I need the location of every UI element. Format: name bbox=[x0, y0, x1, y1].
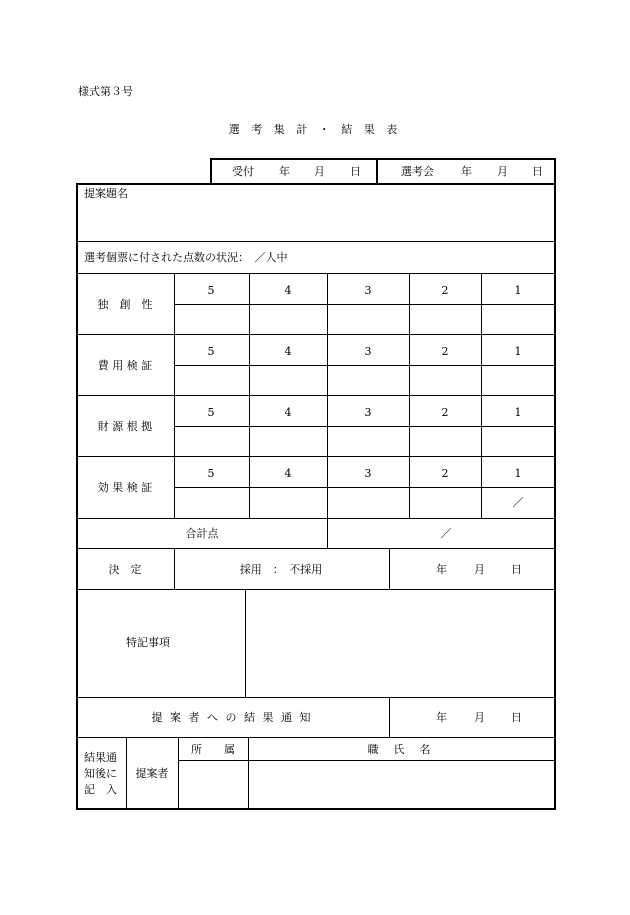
form-number: 様式第３号 bbox=[78, 85, 133, 98]
score-5: 5 bbox=[207, 406, 215, 419]
name-label: 職 氏 名 bbox=[367, 743, 433, 756]
score-2: 2 bbox=[441, 345, 449, 358]
score-3: 3 bbox=[364, 467, 372, 480]
total-label: 合計点 bbox=[185, 527, 219, 540]
score-3: 3 bbox=[364, 406, 372, 419]
committee-day: 日 bbox=[532, 165, 543, 178]
criterion-label: 財 源 根 拠 bbox=[97, 420, 153, 433]
reception-month: 月 bbox=[314, 165, 325, 178]
decision-label: 決 定 bbox=[108, 563, 142, 576]
score-5: 5 bbox=[207, 284, 215, 297]
reception-year: 年 bbox=[279, 165, 290, 178]
score-2: 2 bbox=[441, 467, 449, 480]
score-3: 3 bbox=[364, 345, 372, 358]
special-notes-label: 特記事項 bbox=[126, 636, 170, 649]
score-4: 4 bbox=[284, 345, 292, 358]
committee-month: 月 bbox=[497, 165, 508, 178]
score-1: 1 bbox=[514, 406, 522, 419]
decision-options: 採用 ： 不採用 bbox=[239, 563, 323, 576]
score-status-label: 選考個票に付された点数の状況： ／人中 bbox=[84, 251, 288, 264]
reception-day: 日 bbox=[350, 165, 361, 178]
criterion-label: 費 用 検 証 bbox=[97, 359, 153, 372]
proposal-title-label: 提案題名 bbox=[84, 187, 128, 200]
decision-day: 日 bbox=[511, 563, 522, 576]
after-notice-label-line1: 結果通 bbox=[84, 751, 117, 764]
score-1: 1 bbox=[514, 284, 522, 297]
notification-month: 月 bbox=[474, 711, 485, 724]
score-1: 1 bbox=[514, 345, 522, 358]
notification-day: 日 bbox=[511, 711, 522, 724]
score-2: 2 bbox=[441, 406, 449, 419]
after-notice-label-line3: 記 入 bbox=[84, 783, 117, 796]
reception-label: 受付 bbox=[232, 165, 254, 178]
score-1: 1 bbox=[514, 467, 522, 480]
notification-year: 年 bbox=[436, 711, 447, 724]
score-5: 5 bbox=[207, 467, 215, 480]
total-slash: ／ bbox=[440, 527, 452, 540]
proposer-label: 提案者 bbox=[135, 767, 169, 780]
criterion-label: 独 創 性 bbox=[97, 298, 153, 311]
slash-mark: ／ bbox=[512, 496, 524, 509]
decision-month: 月 bbox=[474, 563, 485, 576]
criterion-label: 効 果 検 証 bbox=[97, 481, 153, 494]
notification-label: 提 案 者 へ の 結 果 通 知 bbox=[151, 711, 313, 724]
document-title: 選 考 集 計 ・ 結 果 表 bbox=[228, 123, 402, 136]
score-4: 4 bbox=[284, 406, 292, 419]
decision-year: 年 bbox=[436, 563, 447, 576]
score-4: 4 bbox=[284, 284, 292, 297]
score-2: 2 bbox=[441, 284, 449, 297]
score-4: 4 bbox=[284, 467, 292, 480]
after-notice-label-line2: 知後に bbox=[84, 767, 117, 780]
score-5: 5 bbox=[207, 345, 215, 358]
committee-label: 選考会 bbox=[401, 165, 434, 178]
score-3: 3 bbox=[364, 284, 372, 297]
affiliation-label: 所 属 bbox=[191, 743, 235, 756]
committee-year: 年 bbox=[461, 165, 472, 178]
